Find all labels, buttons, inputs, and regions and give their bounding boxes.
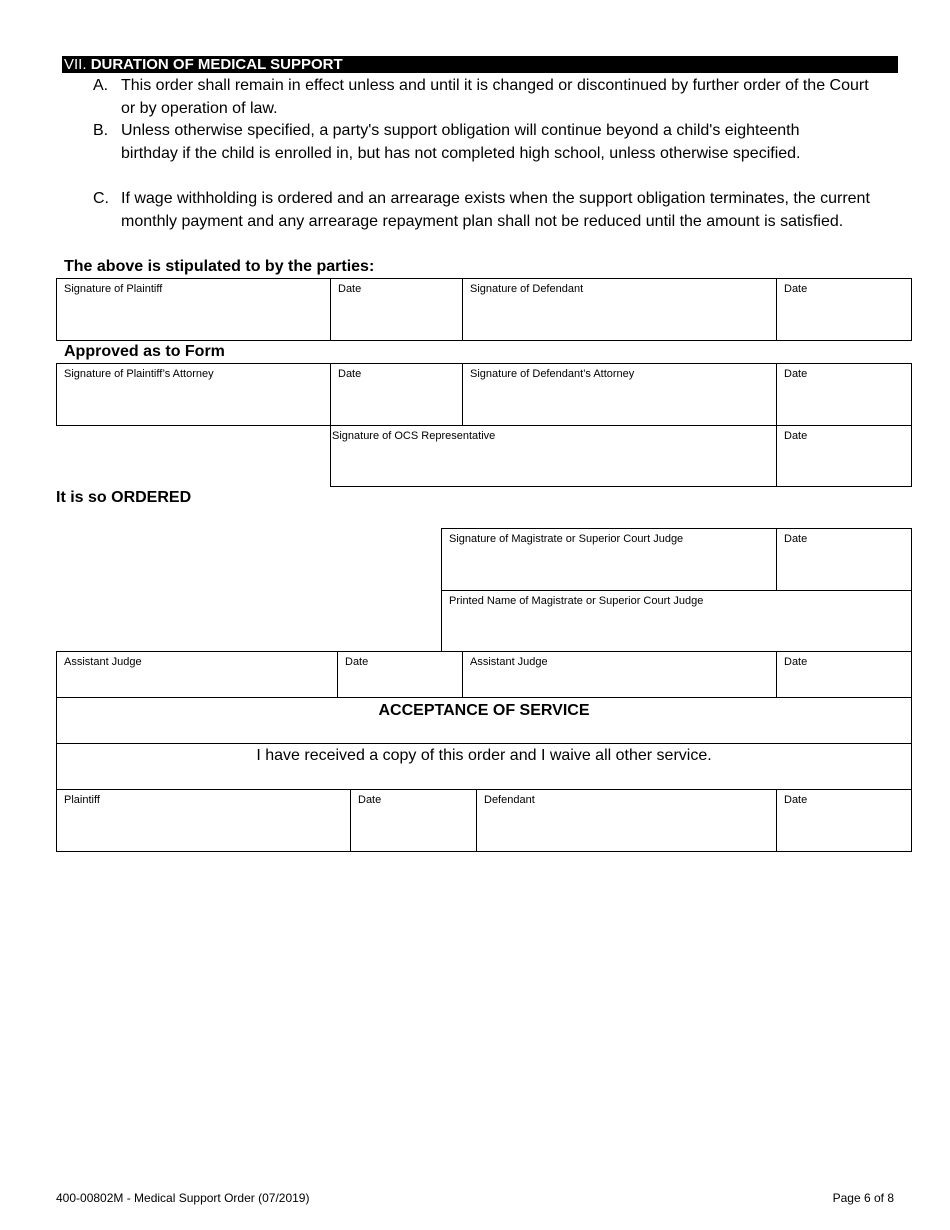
item-text: If wage withholding is ordered and an arrearage exists when the support obligation terminates, the current monthly payment and any arrearage repayment plan shall not be reduced until the amount is satisfied. bbox=[121, 190, 870, 230]
acceptance-title-row bbox=[56, 697, 912, 744]
divider bbox=[56, 425, 331, 426]
judge-signature-field[interactable] bbox=[441, 528, 777, 591]
assistant-judge-1-date-field[interactable] bbox=[337, 651, 463, 698]
item-text: Unless otherwise specified, a party's support obligation will continue beyond a child's eighteenth birthday if the child is enrolled in, but has not completed high school, unless otherwise specified. bbox=[121, 122, 801, 162]
defendant-attorney-date-field[interactable] bbox=[776, 363, 912, 426]
plaintiff-attorney-signature-field[interactable] bbox=[56, 363, 331, 426]
field-label: Signature of OCS Representative bbox=[332, 430, 496, 442]
ocs-signature-field[interactable] bbox=[330, 425, 777, 487]
item-letter: A. bbox=[93, 77, 109, 94]
field-label: Date bbox=[784, 283, 808, 295]
acceptance-statement-row bbox=[56, 743, 912, 790]
assistant-judge-2-date-field[interactable] bbox=[776, 651, 912, 698]
field-label: Date bbox=[784, 430, 808, 442]
field-label: Date bbox=[784, 368, 808, 380]
defendant-signature-field[interactable] bbox=[462, 278, 777, 341]
field-label: Date bbox=[345, 656, 369, 668]
field-label: Date bbox=[784, 533, 808, 545]
section-header bbox=[62, 56, 898, 73]
field-label: Plaintiff bbox=[64, 794, 100, 806]
plaintiff-signature-field[interactable] bbox=[56, 278, 331, 341]
ordered-heading: It is so ORDERED bbox=[56, 489, 192, 506]
field-label: Date bbox=[338, 283, 362, 295]
acceptance-plaintiff-date-field[interactable] bbox=[350, 789, 477, 852]
item-letter: C. bbox=[93, 190, 109, 207]
field-label: Signature of Magistrate or Superior Court Judge bbox=[449, 533, 684, 545]
field-label: Signature of Defendant’s Attorney bbox=[470, 368, 635, 380]
section-number: VII. bbox=[64, 56, 87, 73]
item-a bbox=[93, 74, 873, 120]
field-label: Date bbox=[784, 794, 808, 806]
plaintiff-date-field[interactable] bbox=[330, 278, 463, 341]
item-text: This order shall remain in effect unless and until it is changed or discontinued by further order of the Court or by operation of law. bbox=[121, 77, 869, 117]
defendant-attorney-signature-field[interactable] bbox=[462, 363, 777, 426]
footer-page-number: Page 6 of 8 bbox=[832, 1191, 894, 1205]
assistant-judge-2-field[interactable] bbox=[462, 651, 777, 698]
footer-form-id: 400-00802M - Medical Support Order (07/2019) bbox=[56, 1191, 310, 1205]
acceptance-defendant-field[interactable] bbox=[476, 789, 777, 852]
field-label: Defendant bbox=[484, 794, 535, 806]
field-label: Printed Name of Magistrate or Superior Court Judge bbox=[449, 595, 704, 607]
judge-printed-name-field[interactable] bbox=[441, 590, 912, 652]
field-label: Signature of Plaintiff bbox=[64, 283, 163, 295]
item-c bbox=[93, 187, 877, 256]
field-label: Signature of Plaintiff’s Attorney bbox=[64, 368, 214, 380]
field-label: Date bbox=[784, 656, 808, 668]
plaintiff-attorney-date-field[interactable] bbox=[330, 363, 463, 426]
acceptance-plaintiff-field[interactable] bbox=[56, 789, 351, 852]
section-title: DURATION OF MEDICAL SUPPORT bbox=[90, 56, 343, 73]
stipulated-heading: The above is stipulated to by the parties: bbox=[64, 258, 375, 275]
field-label: Signature of Defendant bbox=[470, 283, 584, 295]
acceptance-defendant-date-field[interactable] bbox=[776, 789, 912, 852]
defendant-date-field[interactable] bbox=[776, 278, 912, 341]
acceptance-statement: I have received a copy of this order and I waive all other service. bbox=[256, 747, 712, 764]
field-label: Assistant Judge bbox=[64, 656, 142, 668]
ocs-date-field[interactable] bbox=[776, 425, 912, 487]
field-label: Date bbox=[338, 368, 362, 380]
approved-heading: Approved as to Form bbox=[64, 343, 225, 360]
assistant-judge-1-field[interactable] bbox=[56, 651, 338, 698]
field-label: Date bbox=[358, 794, 382, 806]
item-b bbox=[93, 119, 813, 188]
field-label: Assistant Judge bbox=[470, 656, 548, 668]
acceptance-title: ACCEPTANCE OF SERVICE bbox=[378, 702, 590, 719]
judge-date-field[interactable] bbox=[776, 528, 912, 591]
item-letter: B. bbox=[93, 122, 109, 139]
